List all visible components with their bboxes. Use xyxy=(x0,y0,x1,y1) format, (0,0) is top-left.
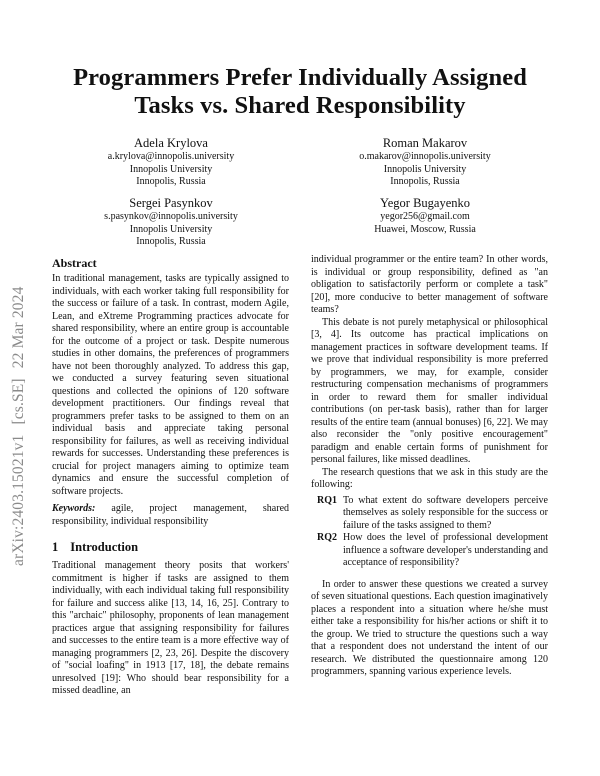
author-affiliation: Innopolis University xyxy=(129,163,213,175)
author-name: Roman Makarov xyxy=(382,136,468,150)
author-block xyxy=(71,196,271,249)
research-questions xyxy=(311,495,548,570)
author-name: Yegor Bugayenko xyxy=(379,196,471,210)
author-affiliation: Innopolis University xyxy=(129,223,213,235)
author-location: Innopolis, Russia xyxy=(390,176,460,188)
keywords-label: Keywords: xyxy=(52,503,96,514)
author-name: Sergei Pasynkov xyxy=(129,196,213,210)
arxiv-category: [cs.SE] xyxy=(10,378,27,425)
right-column xyxy=(311,254,548,679)
keywords-text: agile, project management, shared responsibility, individual responsibility xyxy=(52,503,290,527)
author-affiliation: Innopolis University xyxy=(383,163,467,175)
author-block xyxy=(325,136,525,189)
author-location: Huawei, Moscow, Russia xyxy=(374,223,476,235)
author-block xyxy=(325,196,525,236)
arxiv-id: arXiv:2403.15021v1 xyxy=(10,434,27,566)
title-line-1: Programmers Prefer Individually Assigned xyxy=(73,64,527,91)
author-email: a.krylova@innopolis.university xyxy=(107,151,235,162)
research-question xyxy=(317,495,548,533)
intro-paragraph: The research questions that we ask in this study are the following: xyxy=(311,466,548,490)
intro-paragraph: individual programmer or the entire team? In other words, is individual or group responsibility, defined as "an obligation to satisfactorily perform or complete a task" [20], more conducive to better management of software teams? xyxy=(311,254,548,315)
rq-label: RQ1 xyxy=(317,494,337,506)
section-title: Introduction xyxy=(70,540,139,554)
rq-text: To what extent do software developers perceive themselves as solely responsible for the success or failure of the tasks assigned to them? xyxy=(343,494,548,531)
author-email: yegor256@gmail.com xyxy=(380,211,470,222)
author-email: s.pasynkov@innopolis.university xyxy=(104,211,238,222)
research-question xyxy=(317,532,548,570)
intro-paragraph: Traditional management theory posits that workers' commitment is higher if tasks are assigned to them individually, with each individual taking full responsibility for failure and success alike [13, 14, 16, 25]. Contrary to this "archaic" philosophy, proponents of lean management practices argue that assigning responsibility for failures and successes to the entire team is a more effective way of managing programmers [2, 23, 26]. Despite the discovery of "social loafing" in 1913 [17, 18], the debate remains unresolved [19]: Who should bear responsibility for a missed deadline, an xyxy=(52,560,289,696)
author-location: Innopolis, Russia xyxy=(136,236,206,248)
section-heading xyxy=(52,540,289,555)
abstract-heading: Abstract xyxy=(52,256,97,270)
title-line-2: Tasks vs. Shared Responsibility xyxy=(134,92,466,119)
arxiv-date: 22 Mar 2024 xyxy=(10,286,27,369)
abstract-text: In traditional management, tasks are typically assigned to individuals, with each worker taking full responsibility for the success or failure of a task. In contrast, modern Agile, Lean, and eXtreme Programming practices advocate for shared responsibility, where an entire group is accountable for the outcome of a project or task. Despite numerous studies in other domains, the preferences of programmers have not been thoroughly analyzed. To address this gap, we conducted a survey featuring seven situational questions and collected the opinions of 120 software development practitioners. Our findings reveal that programmers prefer tasks to be assigned to them on an individual basis and appreciate taking personal responsibility for failures, as well as receiving individual rewards for successes. Understanding these preferences is crucial for project managers aiming to optimize team dynamics and ensure the successful completion of software projects. xyxy=(52,273,289,497)
rq-text: How does the level of professional development influence a software developer's understanding and acceptance of responsibility? xyxy=(343,532,548,568)
intro-paragraph: In order to answer these questions we created a survey of seven situational questions. Each question imaginatively places a respondent into a situation where he/she must either take a responsibility for his/her actions or shift it to the group. We tried to structure the questions such a way that a respondent does not understand the intent of our research. We distributed the questionnaire among 120 programmers, spanning various experience levels. xyxy=(311,578,548,677)
arxiv-stamp xyxy=(10,281,28,566)
author-email: o.makarov@innopolis.university xyxy=(359,151,491,162)
author-block xyxy=(71,136,271,189)
keywords xyxy=(52,503,289,528)
paper-title xyxy=(50,64,550,120)
left-column xyxy=(52,256,289,698)
intro-paragraph: This debate is not purely metaphysical or philosophical [3, 4]. Its outcome has practical implications on management practices in software development teams. If we prove that individual responsibility is more preferred by programmers, we may, for example, consider restructuring compensation mechanisms of programmers in order to reward them for smaller individual contributions (on per-task basis), rather than for larger results of the entire team (annual bonuses) [6, 22]. We may also reconsider the "only positive encouragement" paradigm and enable certain forms of punishment for personal failures, like missed deadlines. xyxy=(311,316,548,465)
section-number: 1 xyxy=(52,540,59,554)
author-name: Adela Krylova xyxy=(134,136,208,150)
rq-label: RQ2 xyxy=(317,532,337,543)
author-location: Innopolis, Russia xyxy=(136,176,206,188)
